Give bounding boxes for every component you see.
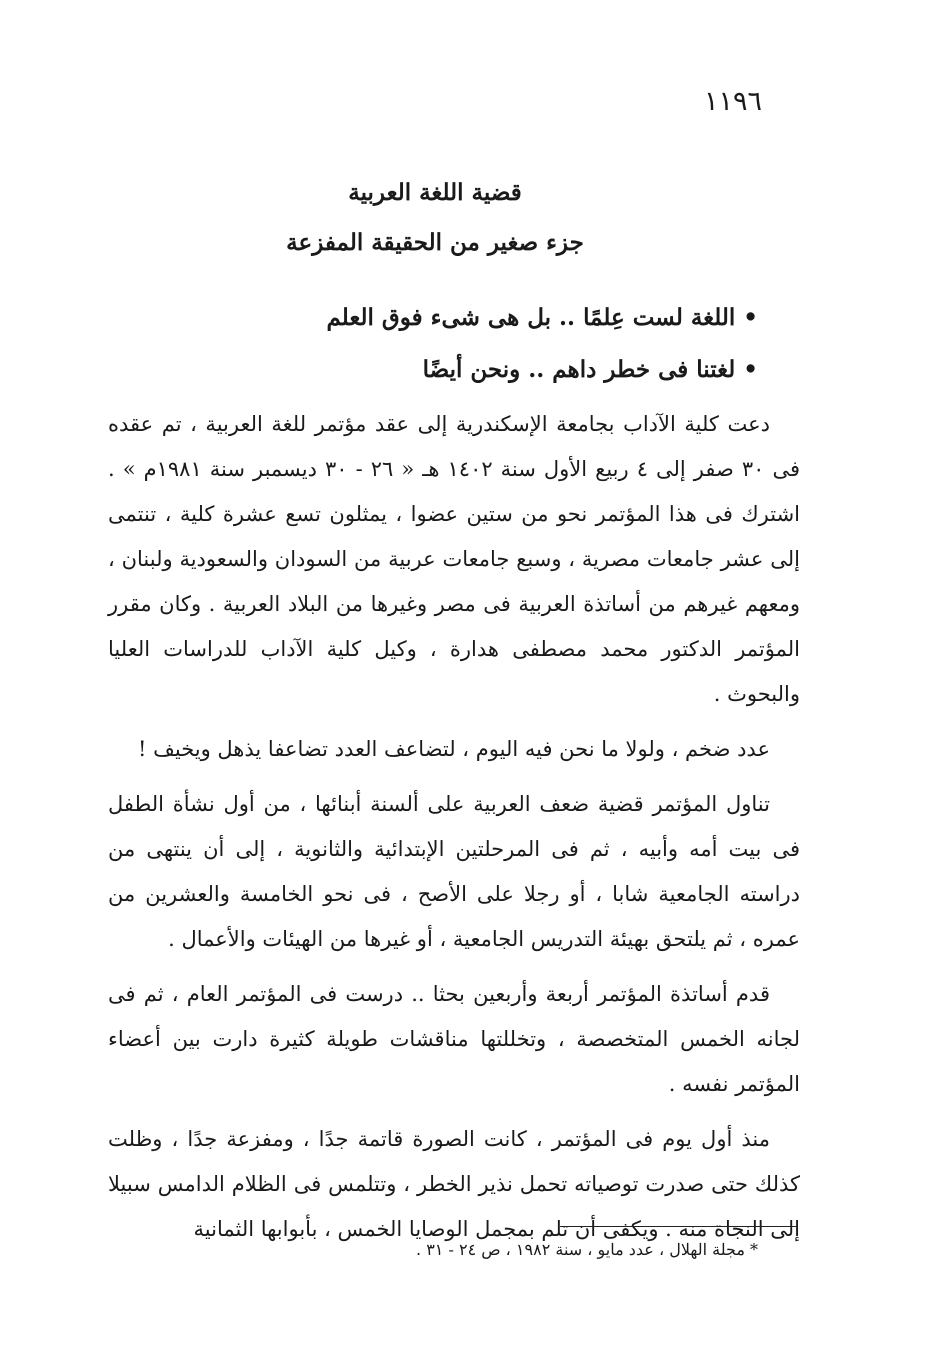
paragraph: تناول المؤتمر قضية ضعف العربية على ألسنة أبنائها ، من أول نشأة الطفل فى بيت أمه وأبيه ، ثم فى المرحلتين الإبتدائية والثانوية ، إلى أن ينتهى من دراسته الجامعية شابا ، أو رجلا على الأصح ، فى نحو الخامسة والعشرين من عمره ، ثم يلتحق بهيئة التدريس الجامعية ، أو غيرها من الهيئات والأعمال . — [108, 792, 800, 951]
footnote: * مجلة الهلال ، عدد مايو ، سنة ١٩٨٢ ، ص ٢٤ - ٣١ . — [416, 1240, 758, 1259]
epigraph-list — [327, 292, 759, 396]
title-block — [0, 168, 870, 268]
paragraph: منذ أول يوم فى المؤتمر ، كانت الصورة قاتمة جدًا ، ومفزعة جدًا ، وظلت كذلك حتى صدرت توصياته تحمل نذير الخطر ، وتتلمس فى الظلام الدامس سبيلا إلى النجاة منه . ويكفى أن تلم بمجمل الوصايا الخمس ، بأبوابها الثمانية — [108, 1127, 800, 1241]
epigraph-item: • لغتنا فى خطر داهم .. ونحن أيضًا — [422, 356, 758, 383]
page-number: ١١٩٦ — [703, 86, 762, 117]
body-text — [108, 402, 800, 1262]
epigraph-item: • اللغة لست عِلمًا .. بل هى شىء فوق العلم — [326, 304, 758, 331]
footnote-divider — [560, 1226, 798, 1227]
paragraph: قدم أساتذة المؤتمر أربعة وأربعين بحثا .. درست فى المؤتمر العام ، ثم فى لجانه الخمس المتخصصة ، وتخللتها مناقشات طويلة كثيرة دارت بين أعضاء المؤتمر نفسه . — [108, 982, 800, 1096]
article-subtitle: جزء صغير من الحقيقة المفزعة — [286, 229, 584, 256]
paragraph: عدد ضخم ، ولولا ما نحن فيه اليوم ، لتضاعف العدد تضاعفا يذهل ويخيف ! — [138, 737, 770, 761]
article-title: قضية اللغة العربية — [348, 179, 522, 206]
paragraph: دعت كلية الآداب بجامعة الإسكندرية إلى عقد مؤتمر للغة العربية ، تم عقده فى ٣٠ صفر إلى ٤ ربيع الأول سنة ١٤٠٢ هـ « ٢٦ - ٣٠ ديسمبر سنة ١٩٨١م » . اشترك فى هذا المؤتمر نحو من ستين عضوا ، يمثلون تسع عشرة كلية ، تنتمى إلى عشر جامعات مصرية ، وسبع جامعات عربية من السودان والسعودية ولبنان ، ومعهم غيرهم من أساتذة العربية فى مصر وغيرها من البلاد العربية . وكان مقرر المؤتمر الدكتور محمد مصطفى هدارة ، وكيل كلية الآداب للدراسات العليا والبحوث . — [108, 412, 800, 706]
